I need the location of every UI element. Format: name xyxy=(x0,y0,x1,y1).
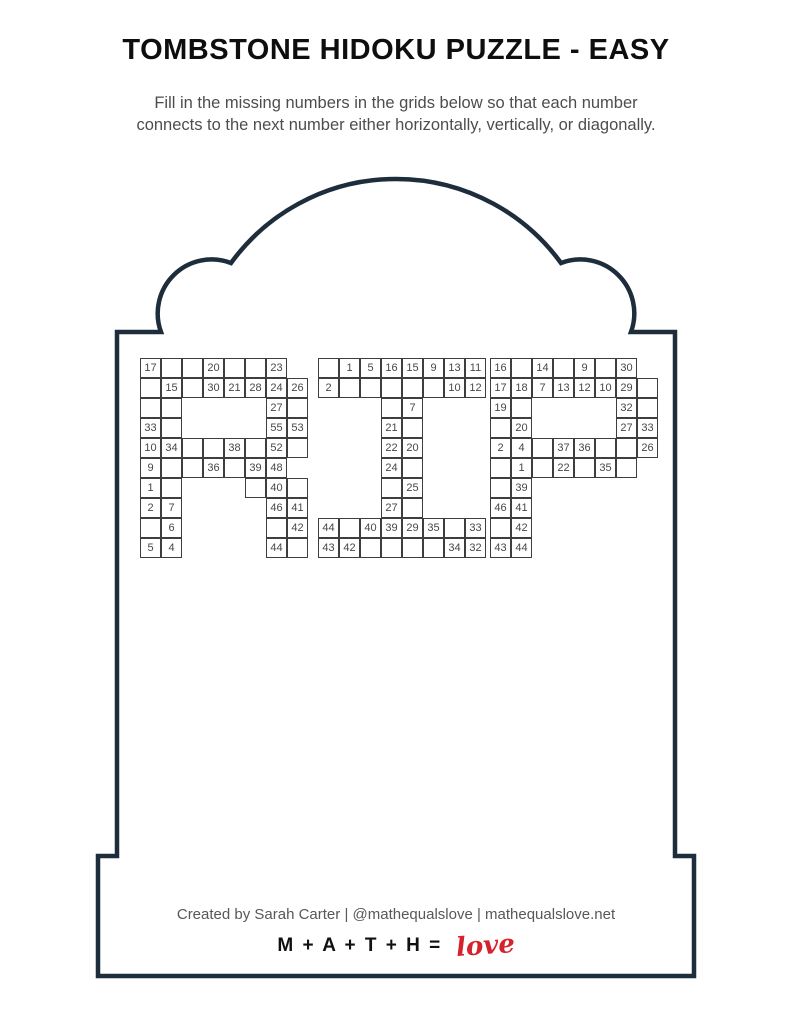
grid-cell-clue: 1 xyxy=(339,358,360,378)
grid-cell-clue: 43 xyxy=(490,538,511,558)
grid-cell-clue: 46 xyxy=(490,498,511,518)
grid-cell-clue: 29 xyxy=(402,518,423,538)
grid-cell-clue: 1 xyxy=(140,478,161,498)
grid-cell-empty[interactable] xyxy=(553,358,574,378)
grid-cell-clue: 7 xyxy=(161,498,182,518)
grid-cell-clue: 29 xyxy=(616,378,637,398)
grid-cell-empty[interactable] xyxy=(402,538,423,558)
grid-cell-clue: 15 xyxy=(161,378,182,398)
grid-cell-clue: 34 xyxy=(161,438,182,458)
grid-cell-clue: 2 xyxy=(318,378,339,398)
grid-cell-clue: 39 xyxy=(511,478,532,498)
grid-cell-clue: 33 xyxy=(637,418,658,438)
grid-cell-clue: 6 xyxy=(161,518,182,538)
grid-cell-clue: 27 xyxy=(381,498,402,518)
grid-cell-empty[interactable] xyxy=(532,458,553,478)
grid-cell-empty[interactable] xyxy=(402,458,423,478)
grid-cell-clue: 53 xyxy=(287,418,308,438)
grid-cell-clue: 15 xyxy=(402,358,423,378)
grid-cell-clue: 10 xyxy=(595,378,616,398)
grid-cell-empty[interactable] xyxy=(637,398,658,418)
grid-cell-clue: 48 xyxy=(266,458,287,478)
grid-cell-clue: 21 xyxy=(381,418,402,438)
instructions-line-1: Fill in the missing numbers in the grids below so that each number xyxy=(154,94,638,112)
grid-cell-clue: 38 xyxy=(224,438,245,458)
grid-cell-clue: 35 xyxy=(423,518,444,538)
grid-cell-clue: 22 xyxy=(381,438,402,458)
grid-cell-clue: 21 xyxy=(224,378,245,398)
grid-cell-empty[interactable] xyxy=(402,498,423,518)
grid-cell-clue: 16 xyxy=(490,358,511,378)
grid-cell-empty[interactable] xyxy=(360,538,381,558)
grid-cell-clue: 44 xyxy=(511,538,532,558)
grid-cell-empty[interactable] xyxy=(287,398,308,418)
grid-cell-empty[interactable] xyxy=(381,538,402,558)
grid-cell-empty[interactable] xyxy=(140,518,161,538)
tombstone-outline-path xyxy=(98,179,694,976)
grid-cell-empty[interactable] xyxy=(203,438,224,458)
grid-cell-empty[interactable] xyxy=(339,518,360,538)
grid-cell-empty[interactable] xyxy=(423,538,444,558)
grid-cell-clue: 26 xyxy=(637,438,658,458)
page-title: TOMBSTONE HIDOKU PUZZLE - EASY xyxy=(122,34,670,66)
grid-cell-empty[interactable] xyxy=(161,458,182,478)
grid-cell-clue: 42 xyxy=(511,518,532,538)
grid-cell-clue: 42 xyxy=(339,538,360,558)
hidoku-grid-letter-p xyxy=(490,358,658,558)
grid-cell-empty[interactable] xyxy=(287,438,308,458)
grid-cell-clue: 36 xyxy=(574,438,595,458)
grid-cell-empty[interactable] xyxy=(616,458,637,478)
grid-cell-clue: 13 xyxy=(553,378,574,398)
grid-cell-clue: 46 xyxy=(266,498,287,518)
grid-cell-clue: 39 xyxy=(245,458,266,478)
grid-cell-clue: 43 xyxy=(318,538,339,558)
grid-cell-clue: 10 xyxy=(444,378,465,398)
grid-cell-clue: 14 xyxy=(532,358,553,378)
grid-cell-empty[interactable] xyxy=(245,438,266,458)
grid-cell-empty[interactable] xyxy=(595,438,616,458)
hidoku-grid-letter-r xyxy=(140,358,308,558)
grid-cell-empty[interactable] xyxy=(402,418,423,438)
grid-cell-clue: 9 xyxy=(574,358,595,378)
grid-cell-clue: 5 xyxy=(140,538,161,558)
grid-cell-empty[interactable] xyxy=(182,438,203,458)
grid-cell-clue: 20 xyxy=(511,418,532,438)
grid-cell-clue: 5 xyxy=(360,358,381,378)
grid-cell-empty[interactable] xyxy=(381,398,402,418)
grid-cell-clue: 44 xyxy=(266,538,287,558)
grid-cell-empty[interactable] xyxy=(532,438,553,458)
grid-cell-clue: 9 xyxy=(423,358,444,378)
grid-cell-empty[interactable] xyxy=(511,398,532,418)
grid-cell-empty[interactable] xyxy=(595,358,616,378)
grid-cell-clue: 40 xyxy=(266,478,287,498)
grid-cell-clue: 13 xyxy=(444,358,465,378)
grid-cell-clue: 9 xyxy=(140,458,161,478)
grid-cell-clue: 2 xyxy=(140,498,161,518)
grid-cell-clue: 11 xyxy=(465,358,486,378)
grid-cell-clue: 16 xyxy=(381,358,402,378)
math-equals-love xyxy=(0,928,792,964)
grid-cell-empty[interactable] xyxy=(182,358,203,378)
instructions-line-2: connects to the next number either horizontally, vertically, or diagonally. xyxy=(136,116,656,135)
grid-cell-clue: 17 xyxy=(490,378,511,398)
grid-cell-clue: 28 xyxy=(245,378,266,398)
grid-cell-clue: 36 xyxy=(203,458,224,478)
grid-cell-clue: 26 xyxy=(287,378,308,398)
grid-cell-clue: 30 xyxy=(203,378,224,398)
grid-cell-clue: 40 xyxy=(360,518,381,538)
grid-cell-empty[interactable] xyxy=(637,378,658,398)
grid-cell-empty[interactable] xyxy=(616,438,637,458)
grid-cell-empty[interactable] xyxy=(140,378,161,398)
grid-cell-empty[interactable] xyxy=(245,358,266,378)
grid-cell-clue: 12 xyxy=(465,378,486,398)
grid-cell-clue: 44 xyxy=(318,518,339,538)
grid-cell-clue: 41 xyxy=(511,498,532,518)
grid-cell-clue: 27 xyxy=(616,418,637,438)
grid-cell-empty[interactable] xyxy=(161,418,182,438)
grid-cell-clue: 37 xyxy=(553,438,574,458)
grid-cell-clue: 4 xyxy=(161,538,182,558)
grid-cell-clue: 30 xyxy=(616,358,637,378)
grid-cell-clue: 17 xyxy=(140,358,161,378)
hidoku-grid-letter-i xyxy=(318,358,486,558)
love-script: love xyxy=(454,928,516,964)
grid-cell-empty[interactable] xyxy=(574,458,595,478)
grid-cell-empty[interactable] xyxy=(266,518,287,538)
grid-cell-empty[interactable] xyxy=(161,398,182,418)
grid-cell-empty[interactable] xyxy=(339,378,360,398)
grid-cell-clue: 25 xyxy=(402,478,423,498)
grid-cell-empty[interactable] xyxy=(140,398,161,418)
grid-cell-clue: 12 xyxy=(574,378,595,398)
grid-cell-clue: 20 xyxy=(203,358,224,378)
grid-cell-clue: 24 xyxy=(266,378,287,398)
grid-cell-clue: 41 xyxy=(287,498,308,518)
grid-cell-clue: 19 xyxy=(490,398,511,418)
grid-cell-clue: 33 xyxy=(140,418,161,438)
grid-cell-empty[interactable] xyxy=(224,458,245,478)
grid-cell-empty[interactable] xyxy=(182,378,203,398)
grid-cell-clue: 7 xyxy=(402,398,423,418)
grid-cell-clue: 24 xyxy=(381,458,402,478)
grid-cell-empty[interactable] xyxy=(318,358,339,378)
grid-cell-empty[interactable] xyxy=(381,478,402,498)
grid-cell-empty[interactable] xyxy=(490,458,511,478)
grid-cell-empty[interactable] xyxy=(161,478,182,498)
grid-cell-empty[interactable] xyxy=(360,378,381,398)
grid-cell-empty[interactable] xyxy=(182,458,203,478)
grid-cell-empty[interactable] xyxy=(287,538,308,558)
grid-cell-empty[interactable] xyxy=(511,358,532,378)
grid-cell-clue: 39 xyxy=(381,518,402,538)
grid-cell-clue: 32 xyxy=(616,398,637,418)
grid-cell-clue: 34 xyxy=(444,538,465,558)
grid-cell-clue: 10 xyxy=(140,438,161,458)
grid-cell-clue: 20 xyxy=(402,438,423,458)
credit-line: Created by Sarah Carter | @mathequalslove | mathequalslove.net xyxy=(176,906,616,923)
grid-cell-clue: 7 xyxy=(532,378,553,398)
grid-cell-clue: 52 xyxy=(266,438,287,458)
math-equation: M + A + T + H = xyxy=(277,935,443,956)
grid-cell-clue: 42 xyxy=(287,518,308,538)
grid-cell-clue: 1 xyxy=(511,458,532,478)
grid-cell-empty[interactable] xyxy=(245,478,266,498)
grid-cell-empty[interactable] xyxy=(490,518,511,538)
grid-cell-clue: 23 xyxy=(266,358,287,378)
grid-cell-empty[interactable] xyxy=(381,378,402,398)
grid-cell-empty[interactable] xyxy=(224,358,245,378)
grid-cell-empty[interactable] xyxy=(490,478,511,498)
grid-cell-clue: 2 xyxy=(490,438,511,458)
grid-cell-clue: 4 xyxy=(511,438,532,458)
grid-cell-clue: 18 xyxy=(511,378,532,398)
grid-cell-empty[interactable] xyxy=(444,518,465,538)
grid-cell-clue: 27 xyxy=(266,398,287,418)
grid-cell-empty[interactable] xyxy=(423,378,444,398)
grid-cell-empty[interactable] xyxy=(490,418,511,438)
grid-cell-clue: 22 xyxy=(553,458,574,478)
grid-cell-empty[interactable] xyxy=(161,358,182,378)
grid-cell-empty[interactable] xyxy=(287,478,308,498)
grid-cell-clue: 33 xyxy=(465,518,486,538)
grid-cell-empty[interactable] xyxy=(402,378,423,398)
grid-cell-clue: 32 xyxy=(465,538,486,558)
grid-cell-clue: 35 xyxy=(595,458,616,478)
grid-cell-clue: 55 xyxy=(266,418,287,438)
